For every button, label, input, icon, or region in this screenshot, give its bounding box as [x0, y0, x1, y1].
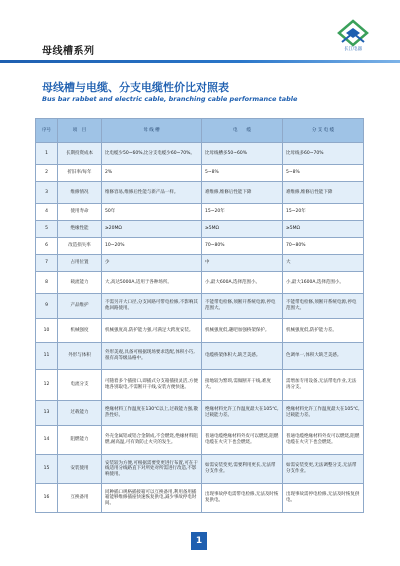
cable-cell: 不能带电检修,须断开系统电源,停电范围大。	[202, 294, 283, 319]
table-row	[36, 319, 364, 343]
cable-cell: 普通电缆绝缘材料外皮可以燃烧,阻燃电缆在火灾下也会燃烧。	[202, 426, 283, 455]
row-item: 阻燃能力	[58, 426, 102, 455]
busbar-cell: 可随着多个插接口,即插式分支箱插接灵活,方便地各别取电,不需断开干线,安装方便快速。	[102, 370, 202, 401]
busbar-cell: 维修容易,维修后性能与新产品一样。	[102, 182, 202, 204]
column-header: 母 线 槽	[102, 119, 202, 143]
cable-cell: 5~8%	[202, 165, 283, 182]
busbar-cell: ≥20MΩ	[102, 221, 202, 238]
cable-cell: ≥5MΩ	[202, 221, 283, 238]
row-number: 9	[36, 294, 58, 319]
row-number: 8	[36, 272, 58, 294]
branch-cable-cell: 如需安装变更,无法调整分支,无法带分支作业。	[283, 455, 364, 484]
row-item: 互换备用	[58, 484, 102, 513]
busbar-cell: 安装较为方便,可根据需要变更进行布置,可在干线适用分线路直下对所处对所需进行改造,不影响使用。	[102, 455, 202, 484]
cable-cell: 绝缘材料允许工作温度最大在105℃,过载能力差。	[202, 401, 283, 426]
branch-cable-cell: 5~8%	[283, 165, 364, 182]
busbar-cell: 50年	[102, 204, 202, 221]
header-title: 母线槽系列	[42, 46, 95, 57]
row-number: 12	[36, 370, 58, 401]
column-header: 项 目	[58, 119, 102, 143]
busbar-cell: 外壳金属铝或铝合金制成,不会燃烧,绝缘材料阻燃,耐高温,可有效防止火灾的发生。	[102, 426, 202, 455]
table-row	[36, 143, 364, 165]
table-row	[36, 426, 364, 455]
cable-cell: 出现事故停电需带电检修,无法及时恢复供电。	[202, 484, 283, 513]
table-row	[36, 294, 364, 319]
row-item: 使用寿命	[58, 204, 102, 221]
branch-cable-cell: 机械强度低,防护能力差。	[283, 319, 364, 343]
row-item: 维修情况	[58, 182, 102, 204]
column-header: 电 缆	[202, 119, 283, 143]
busbar-cell: 大,高达5000A,适用于各种场所。	[102, 272, 202, 294]
busbar-cell: 少	[102, 255, 202, 272]
table-row	[36, 343, 364, 370]
row-number: 4	[36, 204, 58, 221]
table-row	[36, 484, 364, 513]
table-row	[36, 401, 364, 426]
row-number: 7	[36, 255, 58, 272]
row-number: 3	[36, 182, 58, 204]
row-number: 14	[36, 426, 58, 455]
cable-cell: 如需安装变更,需要利用更长,无法带分支作业。	[202, 455, 283, 484]
busbar-cell: 比电缆少50~60%,比分支电缆少60~70%。	[102, 143, 202, 165]
table-header-row	[36, 119, 364, 143]
cable-cell: 比母线槽多50~60%	[202, 143, 283, 165]
logo-text: 长江电器	[344, 47, 362, 52]
branch-cable-cell: 普通电缆绝缘材料外皮可以燃烧,阻燃电缆在火灾下也会燃烧。	[283, 426, 364, 455]
page-subtitle: Bus bar rabbet and electric cable, branching cable performance table	[42, 95, 298, 103]
row-number: 1	[36, 143, 58, 165]
branch-cable-cell: 不能带电检修,须断开系统电源,停电范围大。	[283, 294, 364, 319]
branch-cable-cell: 难维修,维修后性能下降	[283, 182, 364, 204]
header-divider	[0, 60, 400, 63]
row-item: 载流能力	[58, 272, 102, 294]
table-row	[36, 221, 364, 238]
busbar-cell: 机械强度高,防护能力强,可满足大跨度安装。	[102, 319, 202, 343]
row-item: 电流分支	[58, 370, 102, 401]
table-row	[36, 165, 364, 182]
row-item: 长期投资成本	[58, 143, 102, 165]
row-number: 6	[36, 238, 58, 255]
row-item: 过载能力	[58, 401, 102, 426]
cable-cell: 难维修,维修后性能下降	[202, 182, 283, 204]
table-row	[36, 238, 364, 255]
row-item: 安装使用	[58, 455, 102, 484]
cable-cell: 小,最大600A,选择范围小。	[202, 272, 283, 294]
busbar-cell: 绝缘材料工作温度在130℃以上,过载能力强,散热性好。	[102, 401, 202, 426]
performance-table	[35, 118, 364, 513]
row-item: 产品维护	[58, 294, 102, 319]
table-row	[36, 204, 364, 221]
cable-cell: 15~20年	[202, 204, 283, 221]
row-item: 外形与体积	[58, 343, 102, 370]
cable-cell: 接地较为繁琐,需做断开干线,难度大。	[202, 370, 283, 401]
busbar-cell: 10~20%	[102, 238, 202, 255]
busbar-cell: 同种插口规格插接箱可以互换备用,利用备用插箱能够维修插座快速恢复供电,减少事故停电时间。	[102, 484, 202, 513]
branch-cable-cell: 比母线多60~70%	[283, 143, 364, 165]
page-header	[0, 0, 400, 64]
busbar-cell: 不需另开大口径,分支回路可带电检修,不影响其他回路使用。	[102, 294, 202, 319]
company-logo-icon	[336, 18, 370, 58]
row-number: 11	[36, 343, 58, 370]
branch-cable-cell: 大	[283, 255, 364, 272]
row-number: 5	[36, 221, 58, 238]
row-number: 16	[36, 484, 58, 513]
column-header: 分 支 电 缆	[283, 119, 364, 143]
row-number: 2	[36, 165, 58, 182]
row-item: 占用位置	[58, 255, 102, 272]
branch-cable-cell: 色调单一,体积大缺乏美感。	[283, 343, 364, 370]
row-item: 改造损失率	[58, 238, 102, 255]
table-row	[36, 370, 364, 401]
busbar-cell: 2%	[102, 165, 202, 182]
cable-cell: 70~80%	[202, 238, 283, 255]
column-header: 序号	[36, 119, 58, 143]
cable-cell: 电缆桥架体积大,缺乏美感。	[202, 343, 283, 370]
table-row	[36, 182, 364, 204]
branch-cable-cell: 需增加专用设备,无法带电作业,无法再分支。	[283, 370, 364, 401]
row-item: 折旧率/每年	[58, 165, 102, 182]
row-item: 绝缘性能	[58, 221, 102, 238]
branch-cable-cell: 70~80%	[283, 238, 364, 255]
row-number: 15	[36, 455, 58, 484]
table-row	[36, 255, 364, 272]
branch-cable-cell: 绝缘材料允许工作温度最大在105℃,过载能力差。	[283, 401, 364, 426]
row-number: 13	[36, 401, 58, 426]
branch-cable-cell: 小,最大1600A,选择范围小。	[283, 272, 364, 294]
row-number: 10	[36, 319, 58, 343]
cable-cell: 中	[202, 255, 283, 272]
busbar-cell: 外形美观,具备可根据现场要求选配,体积小巧,很有高等级品格中。	[102, 343, 202, 370]
page-number: 1	[191, 532, 207, 550]
row-item: 机械强度	[58, 319, 102, 343]
table-row	[36, 455, 364, 484]
branch-cable-cell: 15~20年	[283, 204, 364, 221]
table-row	[36, 272, 364, 294]
branch-cable-cell: ≥5MΩ	[283, 221, 364, 238]
branch-cable-cell: 出现事故需停电检修,无法及时恢复供电。	[283, 484, 364, 513]
page-title: 母线槽与电缆、分支电缆性价比对照表	[42, 81, 229, 94]
cable-cell: 机械强度低,趣吧加强桥架保护。	[202, 319, 283, 343]
